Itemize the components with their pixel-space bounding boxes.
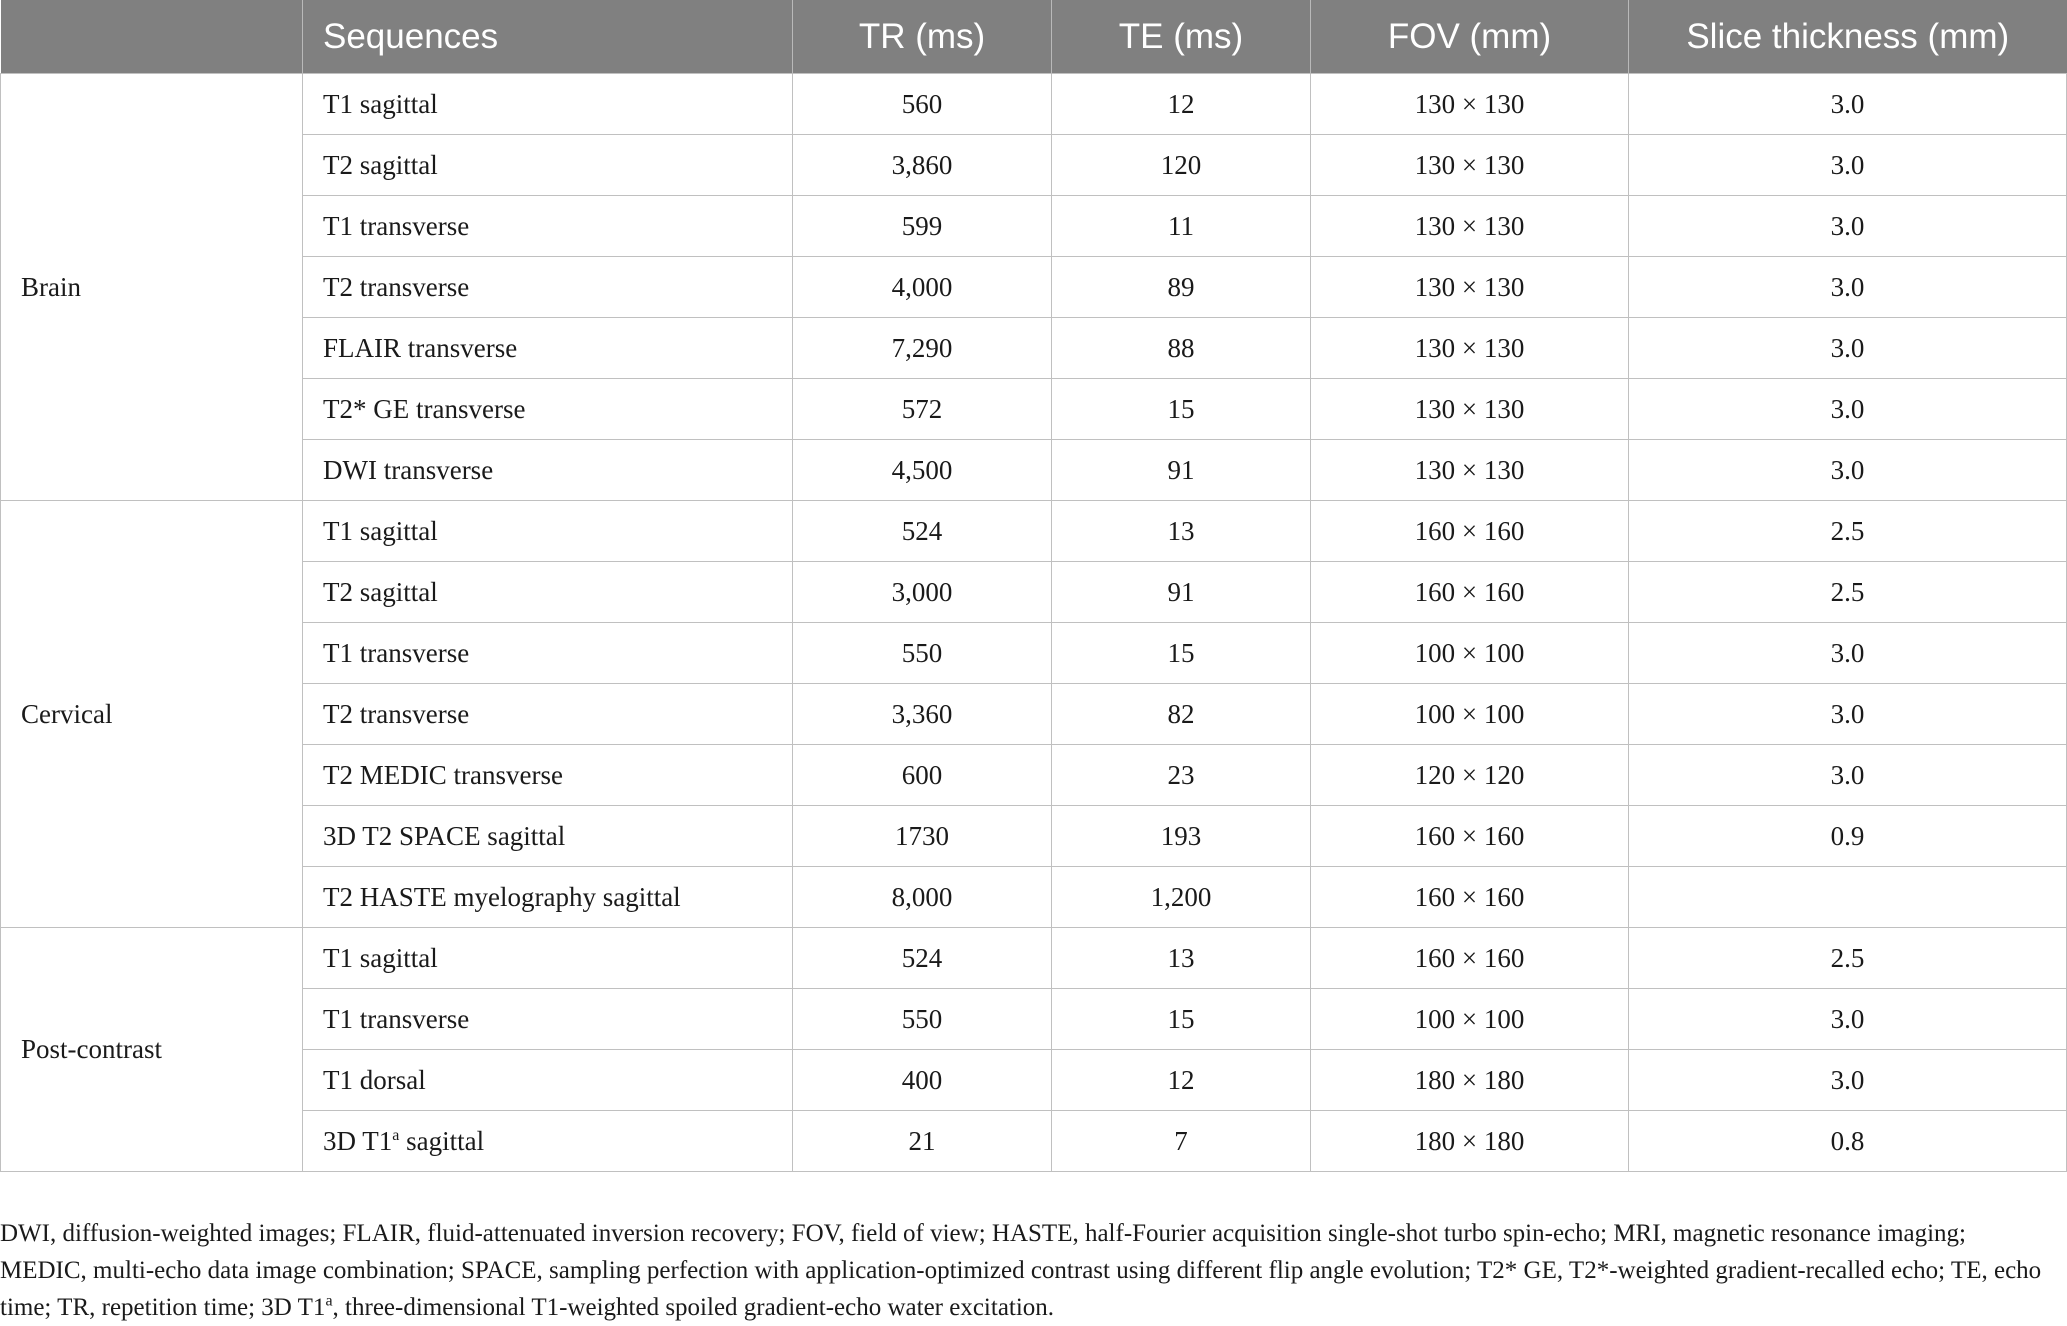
te-cell: 89 [1052, 257, 1311, 318]
tr-cell: 21 [793, 1111, 1052, 1172]
tr-cell: 3,860 [793, 135, 1052, 196]
sequence-cell [303, 318, 793, 379]
tr-cell: 572 [793, 379, 1052, 440]
tr-cell: 7,290 [793, 318, 1052, 379]
sequence-cell [303, 1050, 793, 1111]
footnote-text: DWI, diffusion-weighted images; FLAIR, fluid-attenuated inversion recovery; FOV, field of view; HASTE, half-Fourier acquisition single-shot turbo spin-echo; MRI, magnetic resonance imaging; MEDIC, multi-echo data image combination; SPACE, sampling perfection with application-optimized contrast using different flip angle evolution; T2* GE, T2*-weighted gradient-recalled echo; TE, echo time; TR, repetition time; 3D T1 [0, 1220, 2042, 1321]
group-label: Cervical [1, 501, 303, 928]
header-fov: FOV (mm) [1311, 0, 1629, 74]
fov-cell: 100 × 100 [1311, 989, 1629, 1050]
sequence-name: T1 sagittal [323, 515, 438, 546]
te-cell: 12 [1052, 1050, 1311, 1111]
fov-cell: 160 × 160 [1311, 928, 1629, 989]
table-row [1, 196, 2067, 257]
table-row [1, 135, 2067, 196]
table-row [1, 806, 2067, 867]
slice-thickness-cell: 3.0 [1629, 989, 2067, 1050]
sequence-cell [303, 623, 793, 684]
te-cell: 11 [1052, 196, 1311, 257]
table-row [1, 501, 2067, 562]
sequence-name: T1 dorsal [323, 1064, 426, 1095]
sequence-name: T1 transverse [323, 1003, 470, 1034]
sequence-name: T1 sagittal [323, 942, 438, 973]
fov-cell: 130 × 130 [1311, 257, 1629, 318]
fov-cell: 130 × 130 [1311, 379, 1629, 440]
fov-cell: 130 × 130 [1311, 74, 1629, 135]
group-label: Brain [1, 74, 303, 501]
table-row [1, 379, 2067, 440]
header-tr: TR (ms) [793, 0, 1052, 74]
tr-cell: 550 [793, 989, 1052, 1050]
fov-cell: 180 × 180 [1311, 1050, 1629, 1111]
te-cell: 15 [1052, 623, 1311, 684]
fov-cell: 130 × 130 [1311, 318, 1629, 379]
table-row [1, 684, 2067, 745]
header-sequences: Sequences [303, 0, 793, 74]
table-row [1, 745, 2067, 806]
tr-cell: 400 [793, 1050, 1052, 1111]
sequence-name: T2 MEDIC transverse [323, 759, 563, 790]
tr-cell: 8,000 [793, 867, 1052, 928]
sequence-cell [303, 806, 793, 867]
te-cell: 7 [1052, 1111, 1311, 1172]
header-row [1, 0, 2067, 74]
table-row [1, 257, 2067, 318]
table-body [1, 74, 2067, 1172]
slice-thickness-cell: 2.5 [1629, 501, 2067, 562]
sequence-cell [303, 562, 793, 623]
sequence-name: T2 transverse [323, 698, 470, 729]
fov-cell: 100 × 100 [1311, 623, 1629, 684]
tr-cell: 3,360 [793, 684, 1052, 745]
slice-thickness-cell: 3.0 [1629, 318, 2067, 379]
table-row [1, 928, 2067, 989]
sequence-name: T2 sagittal [323, 149, 438, 180]
table-row [1, 867, 2067, 928]
tr-cell: 599 [793, 196, 1052, 257]
fov-cell: 130 × 130 [1311, 135, 1629, 196]
fov-cell: 160 × 160 [1311, 562, 1629, 623]
header-slice-thickness: Slice thickness (mm) [1629, 0, 2067, 74]
sequence-cell [303, 501, 793, 562]
sequence-superscript: a [392, 1126, 400, 1144]
footnote-text-end: , three-dimensional T1-weighted spoiled gradient-echo water excitation. [332, 1294, 1055, 1321]
sequence-name: T2 transverse [323, 271, 470, 302]
sequence-cell [303, 928, 793, 989]
fov-cell: 180 × 180 [1311, 1111, 1629, 1172]
te-cell: 193 [1052, 806, 1311, 867]
tr-cell: 600 [793, 745, 1052, 806]
fov-cell: 160 × 160 [1311, 806, 1629, 867]
sequence-name: T1 sagittal [323, 88, 438, 119]
tr-cell: 1730 [793, 806, 1052, 867]
te-cell: 15 [1052, 379, 1311, 440]
te-cell: 91 [1052, 440, 1311, 501]
te-cell: 82 [1052, 684, 1311, 745]
table-row [1, 562, 2067, 623]
te-cell: 23 [1052, 745, 1311, 806]
fov-cell: 130 × 130 [1311, 196, 1629, 257]
tr-cell: 560 [793, 74, 1052, 135]
header-group [1, 0, 303, 74]
header-te: TE (ms) [1052, 0, 1311, 74]
slice-thickness-cell: 3.0 [1629, 196, 2067, 257]
sequence-name-suffix: sagittal [399, 1125, 485, 1156]
te-cell: 88 [1052, 318, 1311, 379]
slice-thickness-cell: 0.8 [1629, 1111, 2067, 1172]
fov-cell: 120 × 120 [1311, 745, 1629, 806]
sequence-name: DWI transverse [323, 454, 494, 485]
te-cell: 13 [1052, 501, 1311, 562]
sequence-cell [303, 989, 793, 1050]
slice-thickness-cell: 3.0 [1629, 379, 2067, 440]
fov-cell: 130 × 130 [1311, 440, 1629, 501]
slice-thickness-cell: 3.0 [1629, 623, 2067, 684]
slice-thickness-cell: 3.0 [1629, 1050, 2067, 1111]
te-cell: 120 [1052, 135, 1311, 196]
sequence-cell [303, 74, 793, 135]
te-cell: 13 [1052, 928, 1311, 989]
sequence-name: T1 transverse [323, 637, 470, 668]
sequence-cell [303, 684, 793, 745]
te-cell: 91 [1052, 562, 1311, 623]
slice-thickness-cell: 2.5 [1629, 928, 2067, 989]
table-row [1, 1111, 2067, 1172]
sequence-cell [303, 1111, 793, 1172]
tr-cell: 3,000 [793, 562, 1052, 623]
sequence-name: FLAIR transverse [323, 332, 518, 363]
te-cell: 1,200 [1052, 867, 1311, 928]
slice-thickness-cell: 3.0 [1629, 440, 2067, 501]
sequence-name: T1 transverse [323, 210, 470, 241]
fov-cell: 100 × 100 [1311, 684, 1629, 745]
fov-cell: 160 × 160 [1311, 867, 1629, 928]
table-footnote [0, 1215, 2050, 1326]
table-row [1, 1050, 2067, 1111]
tr-cell: 4,500 [793, 440, 1052, 501]
tr-cell: 524 [793, 501, 1052, 562]
tr-cell: 550 [793, 623, 1052, 684]
sequence-name: 3D T1 [323, 1125, 393, 1156]
te-cell: 15 [1052, 989, 1311, 1050]
sequence-cell [303, 440, 793, 501]
sequence-cell [303, 745, 793, 806]
slice-thickness-cell [1629, 867, 2067, 928]
fov-cell: 160 × 160 [1311, 501, 1629, 562]
sequence-cell [303, 257, 793, 318]
table-header [1, 0, 2067, 74]
slice-thickness-cell: 3.0 [1629, 745, 2067, 806]
slice-thickness-cell: 2.5 [1629, 562, 2067, 623]
table-row [1, 623, 2067, 684]
slice-thickness-cell: 3.0 [1629, 135, 2067, 196]
slice-thickness-cell: 3.0 [1629, 74, 2067, 135]
group-label: Post-contrast [1, 928, 303, 1172]
sequence-cell [303, 867, 793, 928]
sequence-cell [303, 135, 793, 196]
footnote-superscript: a [325, 1292, 333, 1310]
slice-thickness-cell: 3.0 [1629, 684, 2067, 745]
sequence-cell [303, 379, 793, 440]
table-row [1, 74, 2067, 135]
sequence-name: T2 sagittal [323, 576, 438, 607]
sequence-name: 3D T2 SPACE sagittal [323, 820, 566, 851]
sequence-name: T2* GE transverse [323, 393, 526, 424]
table-row [1, 989, 2067, 1050]
sequence-cell [303, 196, 793, 257]
slice-thickness-cell: 3.0 [1629, 257, 2067, 318]
table-row [1, 440, 2067, 501]
table-row [1, 318, 2067, 379]
tr-cell: 524 [793, 928, 1052, 989]
te-cell: 12 [1052, 74, 1311, 135]
slice-thickness-cell: 0.9 [1629, 806, 2067, 867]
sequence-name: T2 HASTE myelography sagittal [323, 881, 681, 912]
tr-cell: 4,000 [793, 257, 1052, 318]
